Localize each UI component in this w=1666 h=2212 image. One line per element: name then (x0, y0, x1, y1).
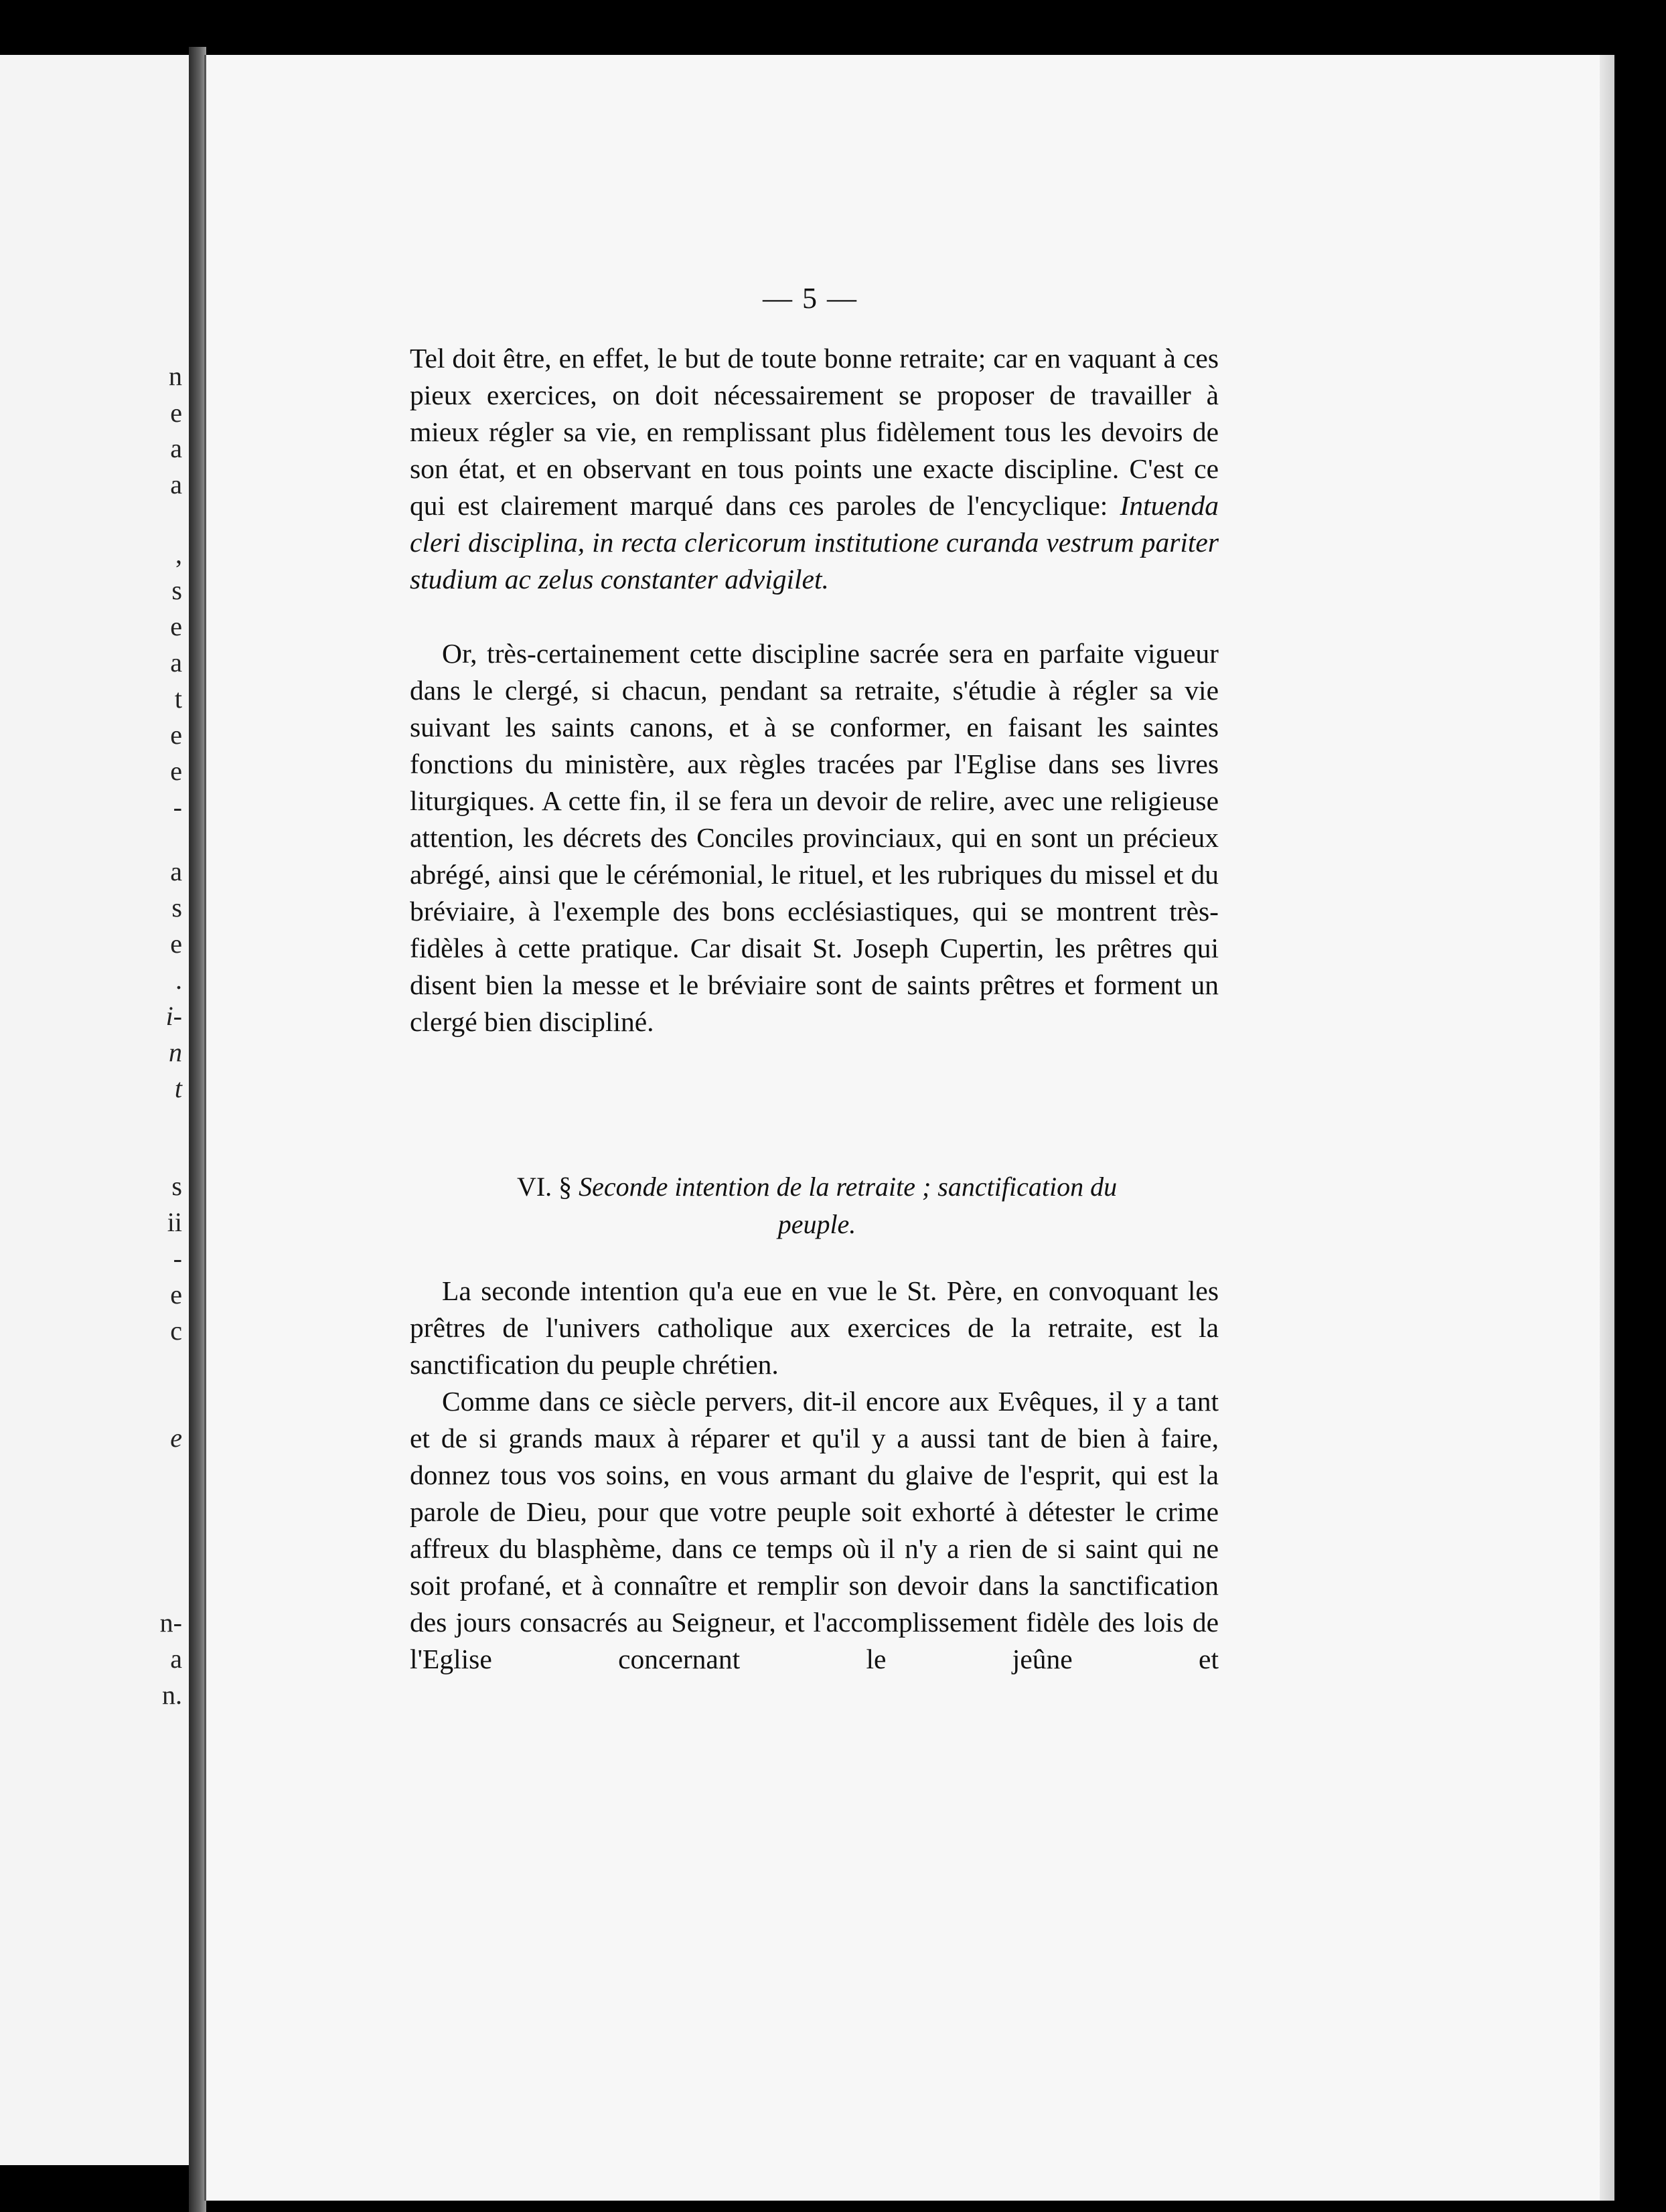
fragment: - (173, 1243, 182, 1273)
paragraph-2-text: Or, très-certainement cette discipline sacrée sera en parfaite vigueur dans le clergé, si chacun, pendant sa retraite, s'étudie à régler sa vie suivant les saints canons, et à se conformer, en faisant les saintes fonctions du ministère, aux règles tracées par l'Eglise dans ses livres liturgiques. A cette fin, il se fera un devoir de relire, avec une religieuse attention, les décrets des Conciles provinciaux, qui en sont un précieux abrégé, ainsi que le cérémonial, le rituel, et les rubriques du missel et du bréviaire, à l'exemple des bons ecclésiastiques, qui se montrent très-fidèles à cette pratique. Car disait St. Joseph Cupertin, les prêtres qui disent bien la messe et le bréviaire sont de saints prêtres et forment un clergé bien discipliné. (410, 638, 1219, 1037)
fragment: t (174, 1073, 182, 1103)
paragraph-4 (410, 1383, 1219, 1678)
fragment: s (171, 575, 182, 605)
facing-page-text-fragments (0, 55, 189, 2165)
paragraph-4-text: Comme dans ce siècle pervers, dit-il encore aux Evêques, il y a tant et de si grands maux à réparer et qu'il y a aussi tant de bien à faire, donnez tous vos soins, en vous armant du glaive de l'esprit, qui est la parole de Dieu, pour que votre peuple soit exhorté à détester le crime affreux du blasphème, dans ce temps où il n'y a rien de si saint qui ne soit profané, et à connaître et remplir son devoir dans la sanctification des jours consacrés au Seigneur, et l'accomplissement fidèle des lois de l'Eglise concernant le jeûne et (410, 1386, 1219, 1674)
fragment: e (170, 929, 182, 959)
paragraph-3-text: La seconde intention qu'a eue en vue le St. Père, en convoquant les prêtres de l'univers catholique aux exercices de la retraite, est la sanctification du peuple chrétien. (410, 1275, 1219, 1380)
paragraph-1 (410, 340, 1219, 598)
fragment: s (171, 892, 182, 923)
fragment: e (170, 611, 182, 641)
section-heading (482, 1168, 1152, 1243)
fragment: n- (159, 1607, 182, 1638)
fragment: c (170, 1316, 182, 1346)
encyclical-quote: Intuenda cleri disciplina, in recta clericorum institutione curanda vestrum pariter studium ac zelus constanter advigilet. (410, 490, 1219, 595)
facing-page (0, 55, 191, 2165)
paragraph-3 (410, 1273, 1219, 1383)
fragment: e (170, 1279, 182, 1310)
fragment: a (170, 433, 182, 463)
fragment: e (170, 756, 182, 786)
fragment: t (174, 684, 182, 714)
fragment: e (170, 720, 182, 750)
fragment: , (175, 539, 182, 569)
fragment: n (169, 1037, 182, 1067)
fragment: - (173, 792, 182, 822)
fragment: ii (167, 1207, 182, 1237)
paragraph-2 (410, 635, 1219, 1040)
fragment: a (170, 1644, 182, 1674)
fragment: a (170, 856, 182, 886)
fragment: a (170, 469, 182, 499)
fragment: . (175, 965, 182, 995)
section-title: Seconde intention de la retraite ; sanctification du peuple. (579, 1172, 1118, 1239)
page-edge (1600, 55, 1614, 2201)
fragment: s (171, 1171, 182, 1201)
page-number: — 5 — (763, 282, 858, 315)
fragment: a (170, 647, 182, 678)
fragment: e (170, 398, 182, 428)
fragment: e (170, 1423, 182, 1453)
fragment: n. (162, 1680, 182, 1710)
section-number: VI. § (516, 1172, 573, 1202)
fragment: i- (165, 1001, 182, 1031)
fragment: n (169, 361, 182, 391)
paragraph-1-text: Tel doit être, en effet, le but de toute bonne retraite; car en vaquant à ces pieux exercices, on doit nécessairement se proposer de travailler à mieux régler sa vie, en remplissant plus fidèlement tous les devoirs de son état, et en observant en tous points une exacte discipline. C'est ce qui est clairement marqué dans ces paroles de l'encyclique: (410, 343, 1219, 521)
